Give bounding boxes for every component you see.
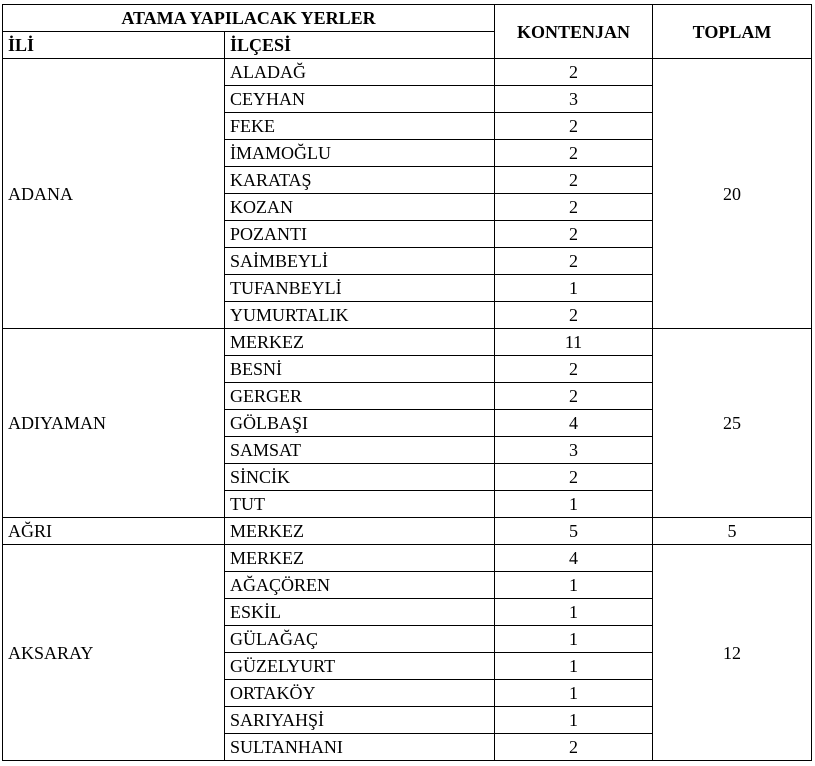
district-quota: 2 <box>495 113 653 140</box>
district-quota: 2 <box>495 167 653 194</box>
province-total: 20 <box>653 59 812 329</box>
district-name: POZANTI <box>225 221 495 248</box>
district-name: ESKİL <box>225 599 495 626</box>
province-name: AKSARAY <box>3 545 225 761</box>
district-quota: 1 <box>495 653 653 680</box>
district-name: ALADAĞ <box>225 59 495 86</box>
table-row <box>3 518 812 545</box>
district-name: YUMURTALIK <box>225 302 495 329</box>
province-total: 5 <box>653 518 812 545</box>
district-quota: 2 <box>495 734 653 761</box>
district-quota: 2 <box>495 356 653 383</box>
province-name: ADIYAMAN <box>3 329 225 518</box>
district-quota: 2 <box>495 248 653 275</box>
district-name: BESNİ <box>225 356 495 383</box>
district-quota: 2 <box>495 140 653 167</box>
district-name: GÜLAĞAÇ <box>225 626 495 653</box>
header-il: İLİ <box>3 32 225 59</box>
district-name: GERGER <box>225 383 495 410</box>
district-quota: 2 <box>495 194 653 221</box>
district-name: KOZAN <box>225 194 495 221</box>
header-kontenjan: KONTENJAN <box>495 5 653 59</box>
province-name: ADANA <box>3 59 225 329</box>
district-name: SİNCİK <box>225 464 495 491</box>
district-quota: 1 <box>495 707 653 734</box>
district-name: GÜZELYURT <box>225 653 495 680</box>
district-quota: 1 <box>495 626 653 653</box>
district-quota: 1 <box>495 680 653 707</box>
district-quota: 5 <box>495 518 653 545</box>
header-group-title: ATAMA YAPILACAK YERLER <box>3 5 495 32</box>
table-row <box>3 545 812 572</box>
district-name: SARIYAHŞİ <box>225 707 495 734</box>
district-name: AĞAÇÖREN <box>225 572 495 599</box>
district-quota: 2 <box>495 59 653 86</box>
district-quota: 2 <box>495 464 653 491</box>
district-quota: 1 <box>495 491 653 518</box>
district-name: SULTANHANI <box>225 734 495 761</box>
district-quota: 1 <box>495 599 653 626</box>
district-name: GÖLBAŞI <box>225 410 495 437</box>
province-total: 25 <box>653 329 812 518</box>
assignment-table <box>2 4 812 761</box>
table-body <box>3 59 812 761</box>
district-name: MERKEZ <box>225 545 495 572</box>
table-row <box>3 329 812 356</box>
province-name: AĞRI <box>3 518 225 545</box>
district-name: MERKEZ <box>225 329 495 356</box>
district-name: İMAMOĞLU <box>225 140 495 167</box>
district-quota: 3 <box>495 86 653 113</box>
district-name: ORTAKÖY <box>225 680 495 707</box>
district-quota: 4 <box>495 410 653 437</box>
district-name: FEKE <box>225 113 495 140</box>
district-name: TUT <box>225 491 495 518</box>
district-quota: 3 <box>495 437 653 464</box>
district-quota: 1 <box>495 572 653 599</box>
district-name: SAİMBEYLİ <box>225 248 495 275</box>
district-quota: 4 <box>495 545 653 572</box>
district-name: TUFANBEYLİ <box>225 275 495 302</box>
district-quota: 11 <box>495 329 653 356</box>
district-name: SAMSAT <box>225 437 495 464</box>
district-quota: 2 <box>495 302 653 329</box>
header-ilce: İLÇESİ <box>225 32 495 59</box>
district-quota: 2 <box>495 383 653 410</box>
table-header <box>3 5 812 59</box>
district-name: MERKEZ <box>225 518 495 545</box>
district-name: CEYHAN <box>225 86 495 113</box>
district-name: KARATAŞ <box>225 167 495 194</box>
header-toplam: TOPLAM <box>653 5 812 59</box>
province-total: 12 <box>653 545 812 761</box>
table-row <box>3 59 812 86</box>
district-quota: 2 <box>495 221 653 248</box>
district-quota: 1 <box>495 275 653 302</box>
